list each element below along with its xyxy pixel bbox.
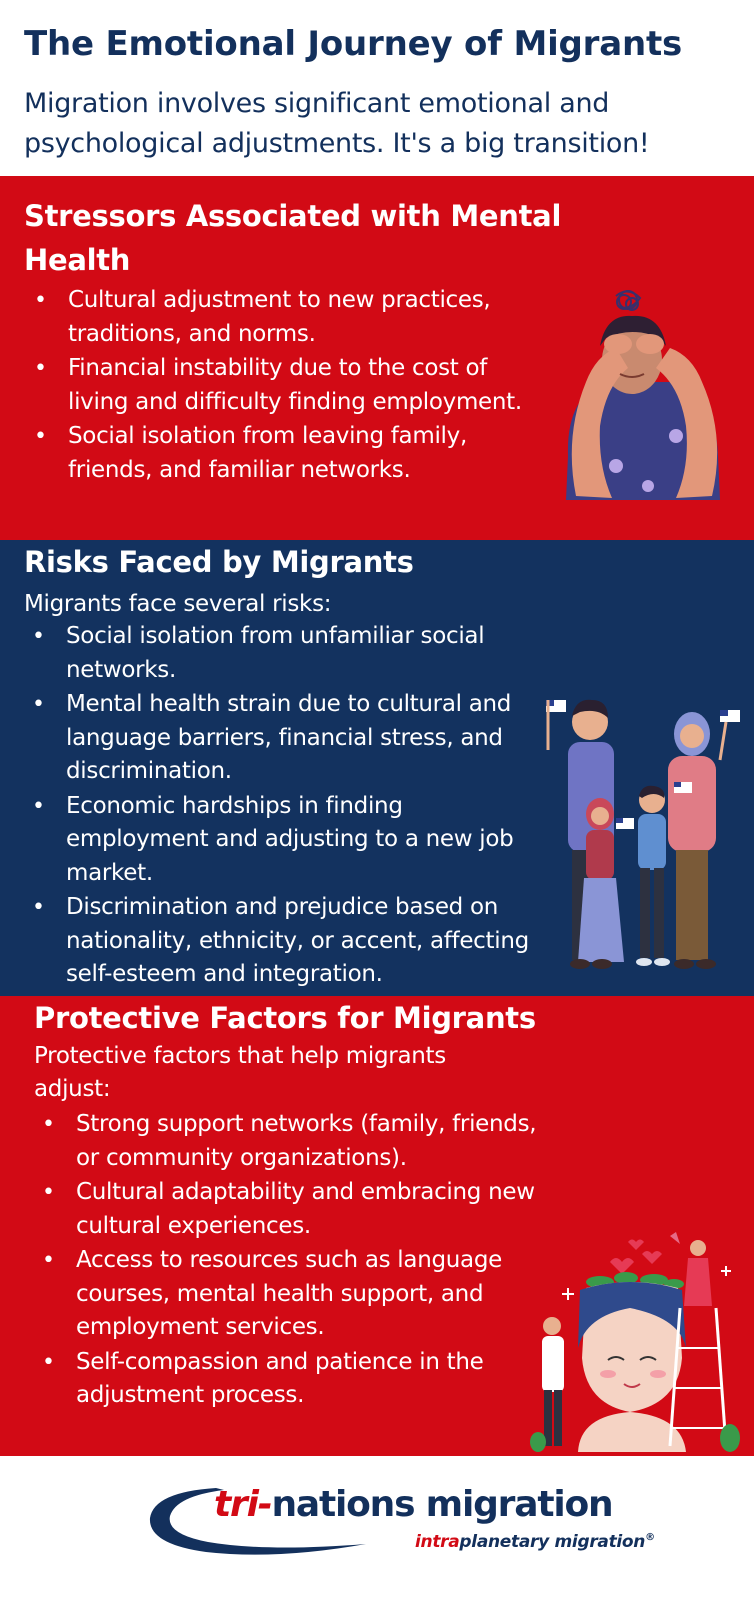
stressors-list	[26, 284, 546, 488]
mental-wellbeing-garden-illustration	[530, 1228, 744, 1452]
risks-title: Risks Faced by Migrants	[24, 545, 414, 579]
protective-list	[34, 1108, 540, 1414]
protective-title: Protective Factors for Migrants	[34, 1001, 536, 1035]
stressors-section	[0, 176, 754, 540]
registered-mark: ®	[645, 1532, 655, 1543]
tagline-prefix: intra	[415, 1532, 460, 1552]
page-subtitle: Migration involves significant emotional and psychological adjustments. It's a big transition!	[24, 88, 650, 159]
protective-section	[0, 996, 754, 1456]
list-item: • Self-compassion and patience in the adjustment process.	[34, 1346, 540, 1413]
tagline-rest: planetary migration	[459, 1532, 646, 1552]
list-item: • Mental health strain due to cultural and language barriers, financial stress, and discrimination.	[24, 688, 550, 789]
list-item: • Cultural adjustment to new practices, traditions, and norms.	[26, 284, 546, 351]
logo-main-text: nations migration	[271, 1484, 613, 1525]
stressors-title: Stressors Associated with Mental Health	[24, 199, 562, 277]
list-item: • Strong support networks (family, friends, or community organizations).	[34, 1108, 540, 1175]
footer	[0, 1456, 754, 1600]
list-item: • Social isolation from leaving family, friends, and familiar networks.	[26, 420, 546, 487]
brand-logo	[214, 1484, 612, 1525]
logo-prefix: tri-	[214, 1484, 272, 1525]
list-item: • Social isolation from unfamiliar social networks.	[24, 620, 550, 687]
list-item: • Cultural adaptability and embracing new cultural experiences.	[34, 1176, 540, 1243]
stressed-person-illustration	[556, 286, 734, 508]
page-title: The Emotional Journey of Migrants	[24, 24, 683, 64]
risks-intro: Migrants face several risks:	[24, 591, 332, 617]
header	[0, 0, 754, 176]
list-item: • Access to resources such as language courses, mental health support, and employment services.	[34, 1244, 540, 1345]
list-item: • Economic hardships in finding employment and adjusting to a new job market.	[24, 790, 550, 891]
risks-list	[24, 620, 550, 993]
list-item: • Financial instability due to the cost of living and difficulty finding employment.	[26, 352, 546, 419]
risks-section	[0, 540, 754, 996]
migrant-family-with-flags-illustration	[540, 690, 750, 990]
protective-intro: Protective factors that help migrants adjust:	[34, 1043, 446, 1102]
list-item: • Discrimination and prejudice based on nationality, ethnicity, or accent, affecting self-esteem and integration.	[24, 891, 550, 992]
logo-tagline	[415, 1532, 655, 1552]
